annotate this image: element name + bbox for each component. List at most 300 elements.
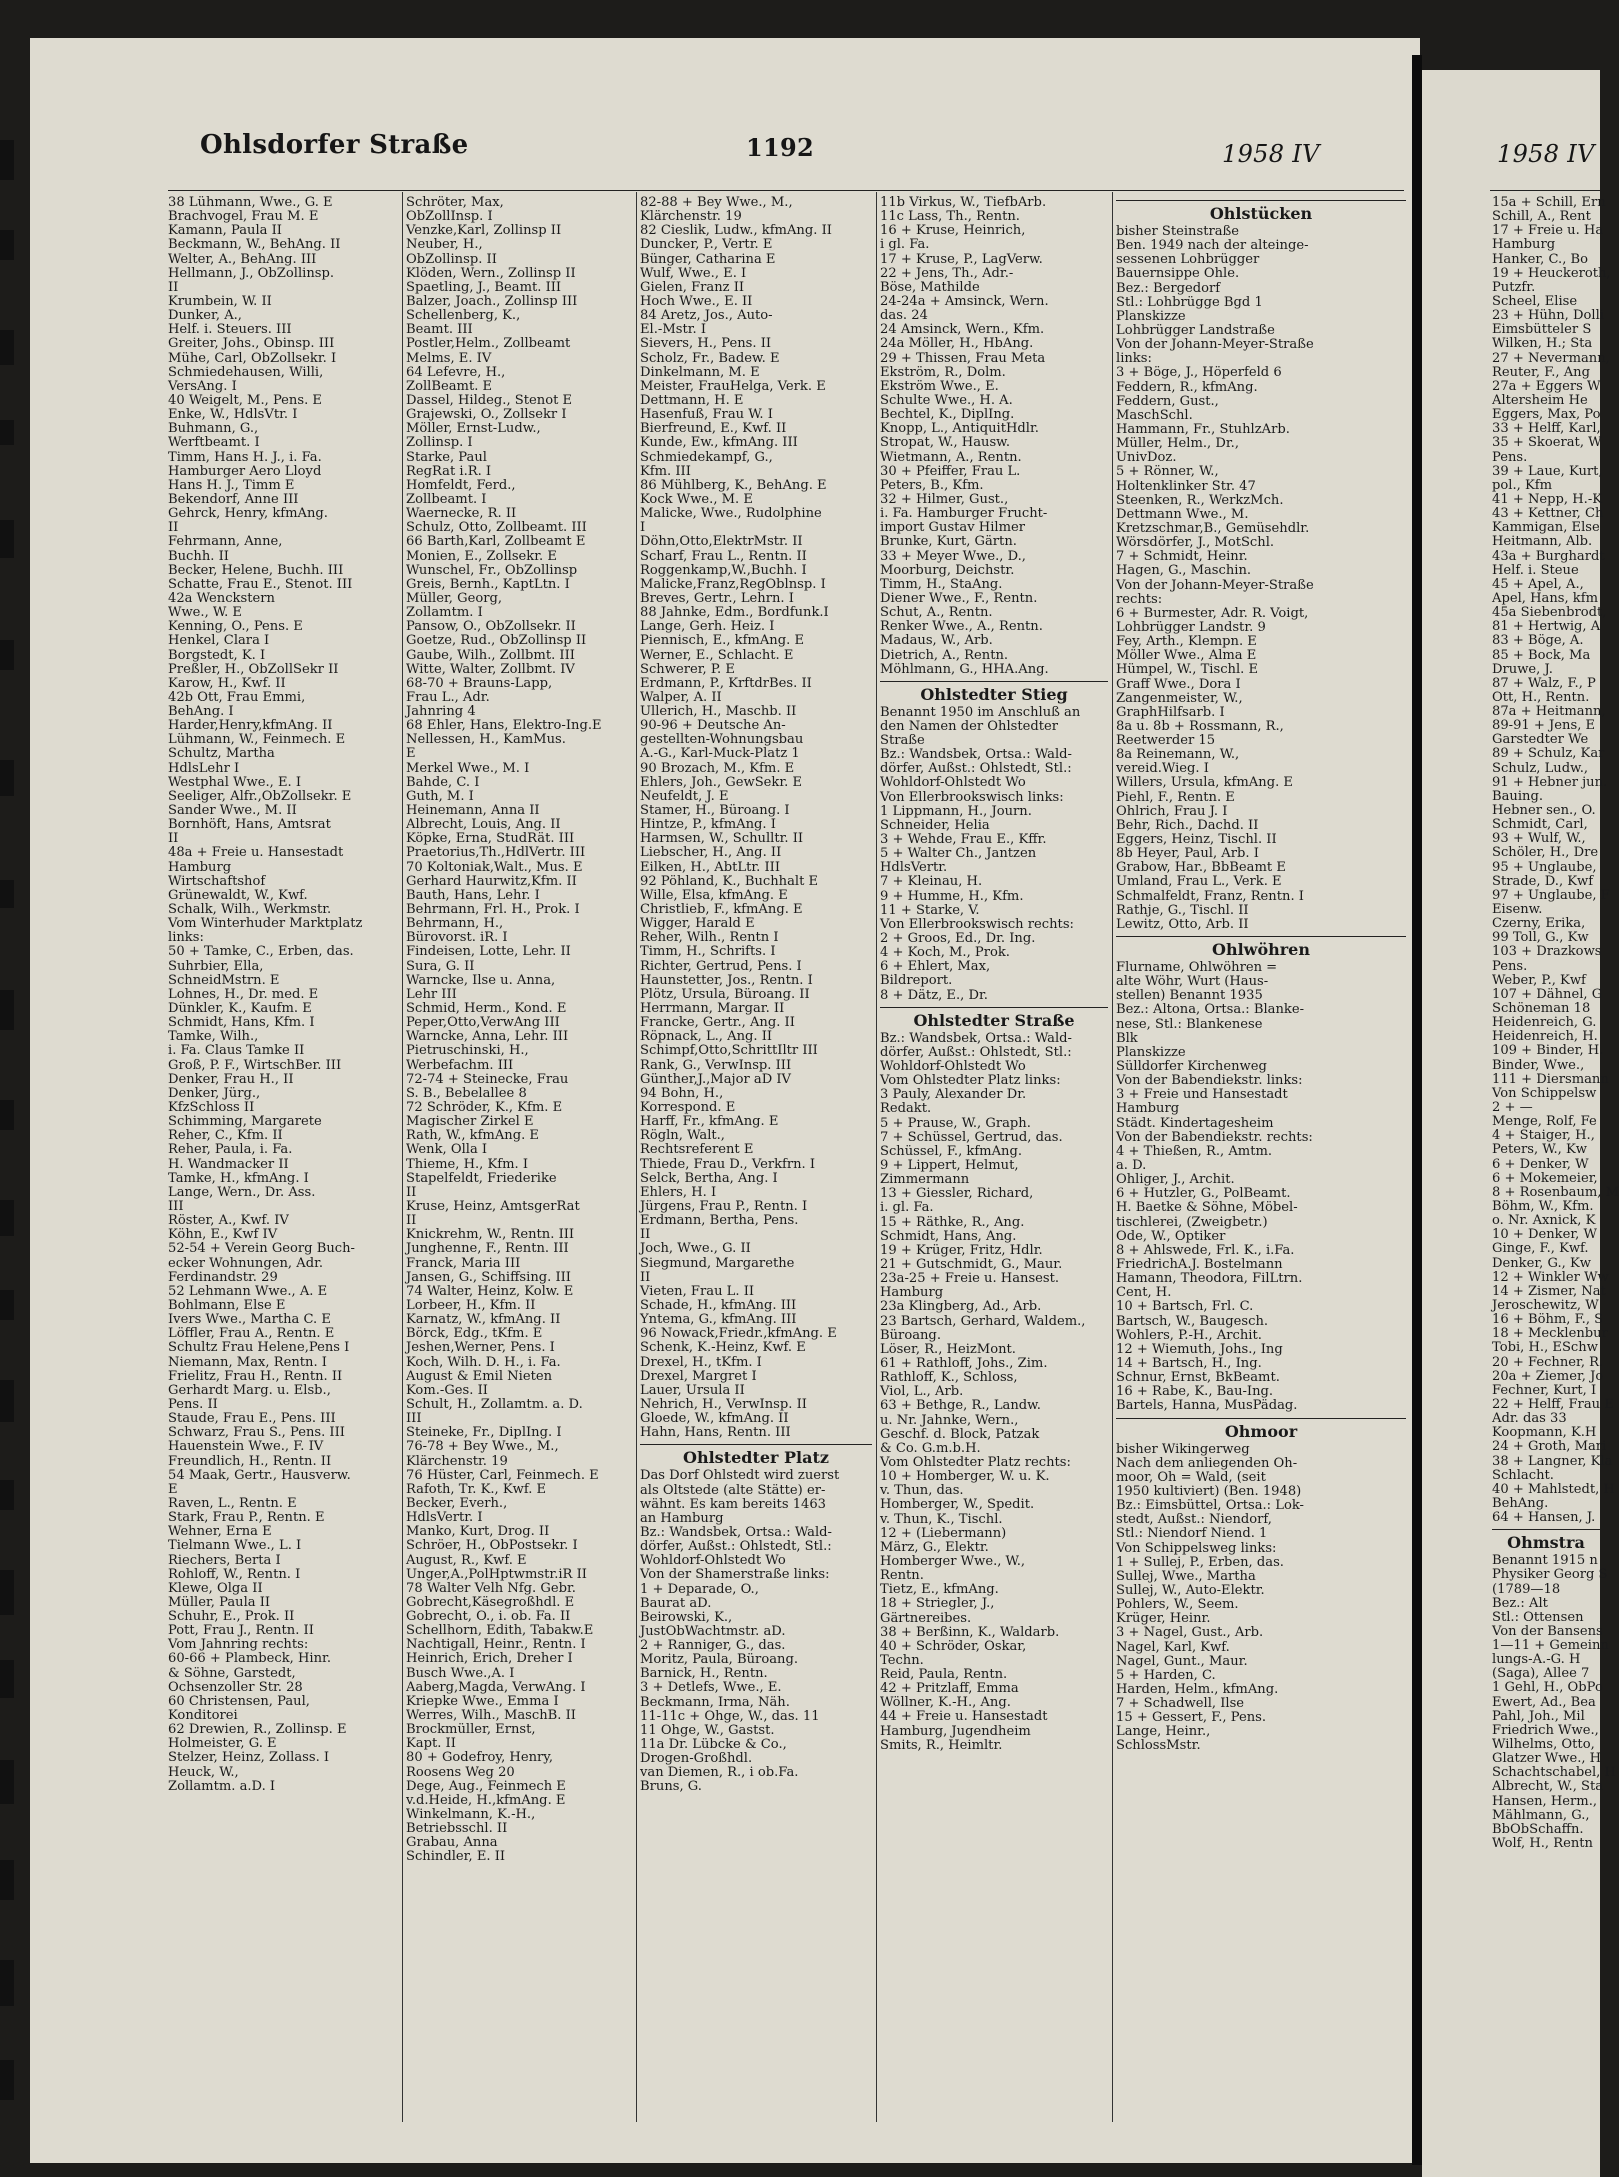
column-rule bbox=[1112, 192, 1113, 2122]
next-page-header-rule bbox=[1490, 190, 1600, 191]
directory-line: Möller, Ernst-Ludw., bbox=[406, 421, 541, 437]
directory-line: Zollamtm. a.D. I bbox=[168, 1778, 276, 1794]
directory-line: Pohlers, W., Seem. bbox=[1116, 1597, 1239, 1613]
directory-line: Löser, R., HeizMont. bbox=[880, 1341, 1016, 1357]
column-rule bbox=[876, 192, 877, 2122]
directory-line: Bauing. bbox=[1492, 788, 1544, 804]
directory-line: 15 + Gessert, F., Pens. bbox=[1116, 1710, 1267, 1726]
directory-line: (1789—18 bbox=[1492, 1581, 1561, 1597]
directory-line: Sievers, H., Pens. II bbox=[640, 336, 772, 352]
directory-line: Feddern, Gust., bbox=[1116, 393, 1219, 409]
directory-line: Knickrehm, W., Rentn. III bbox=[406, 1227, 575, 1243]
directory-line: Ferdinandstr. 29 bbox=[168, 1269, 278, 1285]
directory-line: Köpke, Erna, StudRät. III bbox=[406, 831, 575, 847]
directory-line: Hamburg bbox=[168, 859, 232, 875]
directory-line: Hellmann, J., ObZollinsp. bbox=[168, 265, 335, 281]
directory-line: Nehrich, H., VerwInsp. II bbox=[640, 1396, 807, 1412]
directory-line: III bbox=[406, 1411, 422, 1427]
directory-line: 19 + Heuckeroth, bbox=[1492, 265, 1611, 281]
directory-line: Schröer, H., ObPostsekr. I bbox=[406, 1538, 578, 1554]
directory-line: Ott, H., Rentn. bbox=[1492, 689, 1590, 705]
directory-line: UnivDoz. bbox=[1116, 450, 1177, 466]
directory-line: Steineke, Fr., DiplIng. I bbox=[406, 1425, 562, 1441]
thumb-mark bbox=[0, 1860, 14, 1900]
directory-line: 5 + Harden, C. bbox=[1116, 1667, 1216, 1683]
directory-line: 29 + Thissen, Frau Meta bbox=[880, 350, 1046, 366]
directory-line: Bünger, Catharina E bbox=[640, 251, 776, 267]
directory-line: Bauth, Hans, Lehr. I bbox=[406, 887, 540, 903]
directory-line: i. gl. Fa. bbox=[880, 1200, 934, 1216]
directory-line: u. Nr. Jahnke, Wern., bbox=[880, 1412, 1019, 1428]
directory-line: & Söhne, Garstedt, bbox=[168, 1665, 296, 1681]
directory-line: Praetorius,Th.,HdlVertr. III bbox=[406, 845, 586, 861]
directory-line: Gobrecht,Käsegroßhdl. E bbox=[406, 1594, 575, 1610]
directory-line: Vom Ohlstedter Platz rechts: bbox=[880, 1454, 1071, 1470]
directory-line: Ochsenzoller Str. 28 bbox=[168, 1679, 303, 1695]
directory-line: Pens. II bbox=[168, 1396, 218, 1412]
directory-line: 109 + Binder, H. bbox=[1492, 1043, 1604, 1059]
directory-line: Stapelfeldt, Friederike bbox=[406, 1170, 557, 1186]
directory-line: Timm, H., Schrifts. I bbox=[640, 944, 776, 960]
directory-line: 82 Cieslik, Ludw., kfmAng. II bbox=[640, 223, 832, 239]
directory-line: 74 Walter, Heinz, Kolw. E bbox=[406, 1283, 574, 1299]
directory-line: Waernecke, R. II bbox=[406, 506, 517, 522]
directory-line: Reid, Paula, Rentn. bbox=[880, 1667, 1008, 1683]
directory-line: bisher Steinstraße bbox=[1116, 224, 1240, 239]
directory-line: 13 + Giessler, Richard, bbox=[880, 1186, 1034, 1202]
directory-line: Werftbeamt. I bbox=[168, 435, 260, 451]
thumb-mark bbox=[0, 1570, 14, 1615]
directory-line: an Hamburg bbox=[640, 1510, 724, 1526]
directory-line: Löffler, Frau A., Rentn. E bbox=[168, 1326, 335, 1342]
directory-line: 30 + Pfeiffer, Frau L. bbox=[880, 463, 1021, 479]
directory-line: 90-96 + Deutsche An- bbox=[640, 718, 786, 734]
directory-line: Von der Babendiekstr. links: bbox=[1116, 1073, 1303, 1089]
directory-line: Weber, P., Kwf bbox=[1492, 972, 1586, 988]
directory-line: HdlsVertr. bbox=[880, 860, 948, 876]
directory-line: Pott, Frau J., Rentn. II bbox=[168, 1623, 314, 1639]
directory-line: tischlerei, (Zweigbetr.) bbox=[1116, 1214, 1268, 1230]
directory-line: 72-74 + Steinecke, Frau bbox=[406, 1071, 569, 1087]
directory-line: A.-G., Karl-Muck-Platz 1 bbox=[640, 746, 800, 762]
directory-line: Tamke, Wilh., bbox=[168, 1029, 259, 1045]
directory-line: 24 + Groth, Mari bbox=[1492, 1439, 1607, 1455]
column-rule bbox=[636, 192, 637, 2122]
directory-line: (Saga), Allee 7 bbox=[1492, 1666, 1590, 1682]
directory-line: II bbox=[168, 279, 179, 295]
directory-line: II bbox=[406, 1184, 417, 1200]
directory-line: Melms, E. IV bbox=[406, 350, 492, 366]
directory-line: 19 + Krüger, Fritz, Hdlr. bbox=[880, 1242, 1043, 1258]
directory-line: Enke, W., HdlsVtr. I bbox=[168, 407, 298, 423]
directory-line: Hebner sen., O. bbox=[1492, 803, 1596, 819]
directory-line: Lühmann, W., Feinmech. E bbox=[168, 732, 346, 748]
directory-line: als Oltstede (alte Stätte) er- bbox=[640, 1482, 826, 1498]
directory-line: Lohbrügger Landstr. 9 bbox=[1116, 619, 1266, 635]
directory-line: Schröter, Max, bbox=[406, 195, 504, 210]
directory-line: 8a Reinemann, W., bbox=[1116, 747, 1240, 763]
directory-line: Schult, H., Zollamtm. a. D. bbox=[406, 1396, 583, 1412]
directory-line: Sullej, W., Auto-Elektr. bbox=[1116, 1582, 1265, 1598]
directory-line: Greiter, Johs., Obinsp. III bbox=[168, 336, 335, 352]
directory-line: Behr, Rich., Dachd. II bbox=[1116, 817, 1259, 833]
directory-line: Blk bbox=[1116, 1030, 1138, 1046]
directory-line: Smits, R., Heimltr. bbox=[880, 1737, 1003, 1753]
directory-line: Nagel, Karl, Kwf. bbox=[1116, 1639, 1230, 1655]
directory-line: 7 + Kleinau, H. bbox=[880, 874, 983, 890]
directory-line: Heidenreich, G. bbox=[1492, 1015, 1597, 1031]
directory-line: Werner, E., Schlacht. E bbox=[640, 647, 794, 663]
directory-line: Schwarz, Frau S., Pens. III bbox=[168, 1425, 345, 1441]
directory-line: 90 Brozach, M., Kfm. E bbox=[640, 760, 795, 776]
directory-line: Meister, FrauHelga, Verk. E bbox=[640, 378, 826, 394]
directory-line: Strade, D., Kwf bbox=[1492, 873, 1594, 889]
directory-line: Zangenmeister, W., bbox=[1116, 690, 1243, 706]
directory-line: 22 + Jens, Th., Adr.- bbox=[880, 265, 1014, 281]
directory-line: 7 + Schmidt, Heinr. bbox=[1116, 549, 1248, 565]
directory-line: Peters, W., Kw bbox=[1492, 1142, 1587, 1158]
directory-line: 16 + Rabe, K., Bau-Ing. bbox=[1116, 1384, 1274, 1400]
directory-line: Schellenberg, K., bbox=[406, 308, 521, 324]
directory-line: Jansen, G., Schiffsing. III bbox=[406, 1269, 571, 1285]
directory-line: Druwe, J. bbox=[1492, 661, 1553, 677]
directory-line: Beckmann, W., BehAng. II bbox=[168, 237, 341, 253]
directory-line: Putzfr. bbox=[1492, 279, 1536, 295]
directory-line: 10 + Bartsch, Frl. C. bbox=[1116, 1299, 1254, 1315]
thumb-mark bbox=[0, 880, 14, 908]
directory-line: Grabau, Anna bbox=[406, 1835, 498, 1851]
directory-line: 27a + Eggers W bbox=[1492, 378, 1601, 394]
directory-line: 43a + Burghardt bbox=[1492, 548, 1605, 564]
directory-line: 89-91 + Jens, E bbox=[1492, 718, 1596, 734]
directory-line: 8b Heyer, Paul, Arb. I bbox=[1116, 846, 1259, 862]
directory-line: Peters, B., Kfm. bbox=[880, 477, 984, 493]
directory-line: Harff, Fr., kfmAng. E bbox=[640, 1114, 779, 1130]
directory-line: Kfm. III bbox=[640, 463, 691, 479]
directory-line: Umland, Frau L., Verk. E bbox=[1116, 874, 1282, 890]
directory-line: ecker Wohnungen, Adr. bbox=[168, 1255, 324, 1271]
directory-line: Kunde, Ew., kfmAng. III bbox=[640, 435, 798, 451]
directory-line: Groß, P. F., WirtschBer. III bbox=[168, 1057, 342, 1073]
directory-line: 9 + Humme, H., Kfm. bbox=[880, 888, 1024, 904]
directory-line: Ivers Wwe., Martha C. E bbox=[168, 1312, 331, 1328]
directory-line: Schwerer, P. E bbox=[640, 661, 735, 677]
directory-line: VersAng. I bbox=[168, 378, 237, 394]
directory-line: 1 Lippmann, H., Journ. bbox=[880, 803, 1032, 819]
directory-line: Hagen, G., Maschin. bbox=[1116, 563, 1252, 579]
directory-line: dörfer, Außst.: Ohlstedt, Stl.: bbox=[640, 1539, 832, 1555]
directory-line: 92 Pöhland, K., Buchhalt E bbox=[640, 873, 819, 889]
directory-line: 1950 kultiviert) (Ben. 1948) bbox=[1116, 1483, 1302, 1499]
directory-line: Gärtnereibes. bbox=[880, 1610, 972, 1626]
directory-line: 22 + Helff, Frau E bbox=[1492, 1396, 1614, 1412]
directory-line: das. 24 bbox=[880, 308, 928, 324]
directory-line: 94 Bohn, H., bbox=[640, 1085, 724, 1101]
directory-line: 14 + Zismer, Nat bbox=[1492, 1283, 1606, 1299]
directory-line: Zollbeamt. I bbox=[406, 491, 487, 507]
directory-line: Bekendorf, Anne III bbox=[168, 491, 299, 507]
directory-line: Nachtigall, Heinr., Rentn. I bbox=[406, 1637, 586, 1653]
directory-line: Brachvogel, Frau M. E bbox=[168, 209, 319, 225]
directory-line: 4 + Staiger, H., bbox=[1492, 1128, 1595, 1144]
directory-line: Schmiedehausen, Willi, bbox=[168, 364, 324, 380]
directory-line: Riechers, Berta I bbox=[168, 1552, 281, 1568]
directory-line: Hamburg bbox=[1116, 1101, 1180, 1117]
directory-line: Pens. bbox=[1492, 449, 1528, 465]
directory-line: Städt. Kindertagesheim bbox=[1116, 1115, 1274, 1131]
directory-line: Monien, E., Zollsekr. E bbox=[406, 548, 557, 564]
directory-line: Schenk, K.-Heinz, Kwf. E bbox=[640, 1340, 806, 1356]
directory-line: 33 + Helff, Karl, bbox=[1492, 421, 1601, 437]
directory-line: Rohloff, W., Rentn. I bbox=[168, 1566, 301, 1582]
directory-line: Lewitz, Otto, Arb. II bbox=[1116, 916, 1249, 932]
directory-line: Hoch Wwe., E. II bbox=[640, 293, 753, 309]
directory-line: 44 + Freie u. Hansestadt bbox=[880, 1709, 1048, 1725]
directory-line: Witte, Walter, Zollbmt. IV bbox=[406, 661, 575, 677]
directory-line: 91 + Hebner jun. bbox=[1492, 774, 1608, 790]
directory-line: 82-88 + Bey Wwe., M., bbox=[640, 195, 793, 210]
thumb-mark bbox=[0, 640, 14, 670]
directory-line: rechts: bbox=[1116, 591, 1163, 607]
directory-line: Moritz, Paula, Büroang. bbox=[640, 1652, 798, 1668]
directory-line: Eisenw. bbox=[1492, 902, 1543, 918]
directory-line: 8a u. 8b + Rossmann, R., bbox=[1116, 718, 1284, 734]
directory-line: Ginge, F., Kwf. bbox=[1492, 1241, 1589, 1257]
directory-line: 52 Lehmann Wwe., A. E bbox=[168, 1283, 328, 1299]
directory-line: Schut, A., Rentn. bbox=[880, 605, 993, 621]
directory-line: H. Wandmacker II bbox=[168, 1156, 289, 1172]
directory-line: Reher, C., Kfm. II bbox=[168, 1128, 283, 1144]
thumb-mark bbox=[0, 1660, 14, 1698]
directory-line: stellen) Benannt 1935 bbox=[1116, 988, 1263, 1004]
directory-line: Tielmann Wwe., L. I bbox=[168, 1538, 302, 1554]
directory-line: Börck, Edg., tKfm. E bbox=[406, 1326, 543, 1342]
directory-line: Bierfreund, E., Kwf. II bbox=[640, 421, 787, 437]
directory-line: 50 + Tamke, C., Erben, das. bbox=[168, 944, 354, 960]
directory-line: bisher Wikingerweg bbox=[1116, 1441, 1250, 1457]
directory-line: Redakt. bbox=[880, 1101, 932, 1117]
directory-line: 8 + Rosenbaum, M bbox=[1492, 1184, 1619, 1200]
directory-line: MaschSchl. bbox=[1116, 407, 1193, 423]
directory-line: dörfer, Außst.: Ohlstedt, Stl.: bbox=[880, 1044, 1072, 1060]
directory-line: Schachtschabel, H bbox=[1492, 1765, 1616, 1781]
directory-line: 1—11 + Gemeinn bbox=[1492, 1638, 1609, 1654]
directory-line: Kruse, Heinz, AmtsgerRat bbox=[406, 1198, 580, 1214]
directory-line: 11 Ohge, W., Gastst. bbox=[640, 1722, 775, 1738]
directory-line: Günther,J.,Major aD IV bbox=[640, 1071, 791, 1087]
directory-line: Behrmann, Frl. H., Prok. I bbox=[406, 902, 580, 918]
directory-line: Piennisch, E., kfmAng. E bbox=[640, 633, 805, 649]
directory-line: Flurname, Ohlwöhren = bbox=[1116, 960, 1278, 976]
directory-line: Eilken, H., AbtLtr. III bbox=[640, 859, 780, 875]
directory-line: Döhn,Otto,ElektrMstr. II bbox=[640, 534, 803, 550]
directory-line: Stl.: Ottensen bbox=[1492, 1609, 1584, 1625]
directory-line: Drexel, H., tKfm. I bbox=[640, 1354, 762, 1370]
directory-line: Mühe, Carl, ObZollsekr. I bbox=[168, 350, 337, 366]
directory-line: Wörsdörfer, J., MotSchl. bbox=[1116, 535, 1275, 551]
directory-line: Schöneman 18 bbox=[1492, 1001, 1591, 1017]
directory-line: 78 Walter Velh Nfg. Gebr. bbox=[406, 1580, 576, 1596]
directory-line: Erdmann, Bertha, Pens. bbox=[640, 1213, 799, 1229]
directory-line: Vom Winterhuder Marktplatz bbox=[168, 916, 363, 932]
directory-line: Bruns, G. bbox=[640, 1779, 702, 1795]
directory-line: Heinrich, Erich, Dreher I bbox=[406, 1651, 573, 1667]
book-spine bbox=[1412, 55, 1422, 2165]
directory-line: Henkel, Clara I bbox=[168, 633, 270, 649]
next-page-edition-label: 1958 IV bbox=[1497, 140, 1595, 168]
directory-line: 103 + Drazkows bbox=[1492, 944, 1602, 960]
directory-line: 38 Lühmann, Wwe., G. E bbox=[168, 195, 333, 210]
directory-line: Schmidt, Hans, Ang. bbox=[880, 1228, 1017, 1244]
directory-line: Jeshen,Werner, Pens. I bbox=[406, 1340, 555, 1356]
directory-line: 6 + Denker, W bbox=[1492, 1156, 1589, 1172]
directory-line: Wietmann, A., Rentn. bbox=[880, 449, 1022, 465]
thumb-mark bbox=[0, 1760, 14, 1804]
directory-line: Benannt 1915 n bbox=[1492, 1553, 1598, 1569]
directory-line: Schimpf,Otto,SchrittIltr III bbox=[640, 1043, 818, 1059]
thumb-mark bbox=[0, 1480, 14, 1510]
thumb-mark bbox=[0, 330, 14, 365]
directory-line: Ben. 1949 nach der alteinge- bbox=[1116, 238, 1309, 254]
directory-line: 20a + Ziemer, Jo bbox=[1492, 1368, 1604, 1384]
directory-line: Vom Jahnring rechts: bbox=[168, 1637, 309, 1653]
directory-line: Betriebsschl. II bbox=[406, 1821, 508, 1837]
directory-line: Barnick, H., Rentn. bbox=[640, 1666, 768, 1682]
directory-line: Franck, Maria III bbox=[406, 1255, 521, 1271]
directory-line: 18 + Striegler, J., bbox=[880, 1596, 995, 1612]
directory-line: Nach dem anliegenden Oh- bbox=[1116, 1455, 1298, 1471]
directory-line: Krüger, Heinr. bbox=[1116, 1611, 1211, 1627]
directory-line: Wohldorf-Ohlstedt Wo bbox=[640, 1553, 786, 1569]
directory-line: Dietrich, A., Rentn. bbox=[880, 647, 1009, 663]
directory-line: 5 + Prause, W., Graph. bbox=[880, 1115, 1031, 1131]
directory-line: Ehlers, H. I bbox=[640, 1184, 717, 1200]
directory-line: 38 + Berßinn, K., Waldarb. bbox=[880, 1624, 1060, 1640]
thumb-mark bbox=[0, 2060, 14, 2100]
directory-line: 2 + Ranniger, G., das. bbox=[640, 1638, 786, 1654]
directory-line: Pahl, Joh., Mil bbox=[1492, 1708, 1585, 1724]
directory-line: 17 + Kruse, P., LagVerw. bbox=[880, 251, 1043, 267]
directory-line: Stark, Frau P., Rentn. E bbox=[168, 1510, 325, 1526]
directory-line: Warncke, Anna, Lehr. III bbox=[406, 1029, 569, 1045]
directory-line: Knopp, L., AntiquitHdlr. bbox=[880, 421, 1039, 437]
directory-line: Von Schippelsweg links: bbox=[1116, 1540, 1277, 1556]
directory-line: Stamer, H., Büroang. I bbox=[640, 803, 790, 819]
directory-line: 42a Wenckstern bbox=[168, 590, 275, 606]
directory-line: 3 + Nagel, Gust., Arb. bbox=[1116, 1625, 1264, 1641]
directory-line: Wehner, Erna E bbox=[168, 1524, 272, 1540]
directory-line: 5 + Walter Ch., Jantzen bbox=[880, 846, 1037, 862]
directory-line: 7 + Schadwell, Ilse bbox=[1116, 1696, 1245, 1712]
directory-line: Schill, A., Rent bbox=[1492, 209, 1591, 225]
directory-line: Von der Shamerstraße links: bbox=[640, 1567, 830, 1583]
directory-line: Ullerich, H., Maschb. II bbox=[640, 704, 797, 720]
directory-line: Homberger, W., Spedit. bbox=[880, 1497, 1035, 1513]
directory-line: Findeisen, Lotte, Lehr. II bbox=[406, 944, 571, 960]
directory-line: 60-66 + Plambeck, Hinr. bbox=[168, 1651, 332, 1667]
directory-line: Herrmann, Margar. II bbox=[640, 1001, 785, 1017]
directory-line: Hanker, C., Bo bbox=[1492, 251, 1589, 267]
street-heading: Ohmstra bbox=[1492, 1529, 1600, 1554]
directory-line: Reher, Wilh., Rentn I bbox=[640, 930, 779, 946]
directory-line: II bbox=[640, 1269, 651, 1285]
directory-line: Thieme, H., Kfm. I bbox=[406, 1156, 529, 1172]
directory-line: 27 + Nevermann, bbox=[1492, 350, 1610, 366]
directory-line: Stelzer, Heinz, Zollass. I bbox=[168, 1750, 330, 1766]
page-edge-thumb-marks bbox=[0, 0, 34, 2177]
directory-line: 72 Schröder, K., Kfm. E bbox=[406, 1100, 563, 1115]
directory-line: Scharf, Frau L., Rentn. II bbox=[640, 548, 807, 564]
directory-line: Schlacht. bbox=[1492, 1467, 1554, 1483]
directory-line: Lange, Heinr., bbox=[1116, 1724, 1211, 1740]
directory-line: 40 + Mahlstedt, H bbox=[1492, 1481, 1615, 1497]
directory-line: Kock Wwe., M. E bbox=[640, 491, 753, 507]
directory-line: 23 + Hühn, Dolli bbox=[1492, 308, 1604, 324]
directory-line: Grajewski, O., Zollsekr I bbox=[406, 407, 567, 423]
directory-line: Breves, Gertr., Lehrn. I bbox=[640, 590, 794, 606]
directory-line: I bbox=[640, 520, 646, 536]
directory-line: Dinkelmann, M. E bbox=[640, 364, 760, 380]
directory-line: Homberger Wwe., W., bbox=[880, 1553, 1026, 1569]
directory-line: Stropat, W., Hausw. bbox=[880, 435, 1010, 451]
directory-line: Schindler, E. II bbox=[406, 1849, 506, 1865]
directory-line: 12 + Wiemuth, Johs., Ing bbox=[1116, 1341, 1283, 1357]
directory-line: Denker, Frau H., II bbox=[168, 1071, 294, 1087]
directory-line: Klärchenstr. 19 bbox=[406, 1453, 508, 1469]
directory-line: Schimming, Margarete bbox=[168, 1114, 322, 1130]
directory-line: Von der Bansens bbox=[1492, 1623, 1603, 1639]
directory-line: Müller, Helm., Dr., bbox=[1116, 436, 1240, 452]
directory-line: Wohldorf-Ohlstedt Wo bbox=[880, 1059, 1026, 1075]
directory-line: Klöden, Wern., Zollinsp II bbox=[406, 265, 576, 281]
directory-line: nese, Stl.: Blankenese bbox=[1116, 1016, 1263, 1032]
thumb-mark bbox=[0, 1380, 14, 1422]
directory-line: August, R., Kwf. E bbox=[406, 1552, 527, 1568]
directory-line: Gerhardt Marg. u. Elsb., bbox=[168, 1382, 331, 1398]
directory-line: Bahde, C. I bbox=[406, 774, 480, 790]
directory-line: Wigger, Harald E bbox=[640, 916, 755, 932]
directory-line: Neufeldt, J. E bbox=[640, 788, 729, 804]
directory-line: Ewert, Ad., Bea bbox=[1492, 1694, 1596, 1710]
directory-line: v.d.Heide, H.,kfmAng. E bbox=[406, 1792, 566, 1808]
directory-line: Tietz, E., kfmAng. bbox=[880, 1582, 999, 1598]
street-heading: Ohlwöhren bbox=[1116, 936, 1406, 961]
directory-line: Haunstetter, Jos., Rentn. I bbox=[640, 972, 813, 988]
directory-line: Kom.-Ges. II bbox=[406, 1382, 488, 1398]
directory-line: Richter, Gertrud, Pens. I bbox=[640, 958, 802, 974]
directory-line: 10 + Homberger, W. u. K. bbox=[880, 1469, 1050, 1485]
directory-line: 87a + Heitmann, bbox=[1492, 704, 1606, 720]
directory-line: Rafoth, Tr. K., Kwf. E bbox=[406, 1481, 547, 1497]
directory-line: 38 + Langner, Kla bbox=[1492, 1453, 1613, 1469]
directory-line: Frielitz, Frau H., Rentn. II bbox=[168, 1368, 343, 1384]
directory-line: Menge, Rolf, Fe bbox=[1492, 1114, 1597, 1130]
street-heading: Ohmoor bbox=[1116, 1418, 1406, 1443]
directory-line: Goetze, Rud., ObZollinsp II bbox=[406, 633, 587, 649]
directory-line: 45a Siebenbrodt, bbox=[1492, 605, 1607, 621]
directory-line: Albrecht, W., Sta bbox=[1492, 1779, 1604, 1795]
directory-line: Postler,Helm., Zollbeamt bbox=[406, 336, 571, 352]
directory-line: Von der Johann-Meyer-Straße bbox=[1116, 337, 1314, 353]
directory-line: 52-54 + Verein Georg Buch- bbox=[168, 1241, 355, 1257]
directory-line: Homfeldt, Ferd., bbox=[406, 477, 516, 493]
directory-line: import Gustav Hilmer bbox=[880, 520, 1026, 536]
directory-line: Kretzschmar,B., Gemüsehdlr. bbox=[1116, 520, 1310, 536]
directory-line: 32 + Hilmer, Gust., bbox=[880, 491, 1009, 507]
running-head-street: Ohlsdorfer Straße bbox=[200, 130, 469, 160]
directory-line: 7 + Schüssel, Gertrud, das. bbox=[880, 1129, 1063, 1145]
directory-line: 83 + Böge, A. bbox=[1492, 633, 1584, 649]
